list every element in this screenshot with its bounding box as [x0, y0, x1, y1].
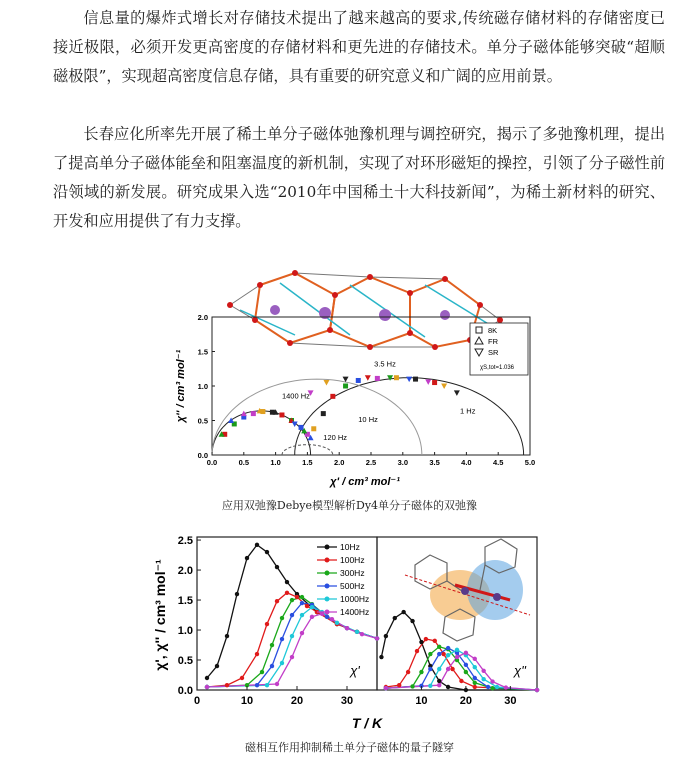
- data-point: [433, 639, 437, 643]
- data-point: [490, 679, 494, 683]
- data-point: [325, 615, 329, 619]
- data-point: [345, 626, 349, 630]
- data-point: [265, 622, 269, 626]
- data-point: [441, 652, 445, 656]
- data-point: [330, 394, 335, 399]
- y-axis-label: χ', χ'' / cm³ mol⁻¹: [152, 559, 168, 671]
- data-point: [473, 681, 477, 685]
- data-point: [255, 683, 259, 687]
- legend-marker: [325, 545, 330, 550]
- data-point: [406, 670, 410, 674]
- data-point: [355, 630, 359, 634]
- data-point: [384, 634, 388, 638]
- data-point: [323, 380, 329, 386]
- data-point: [270, 664, 274, 668]
- data-point: [375, 376, 380, 381]
- data-point: [459, 679, 463, 683]
- legend-marker: [325, 584, 330, 589]
- molecule-structure-illustration: [227, 270, 503, 350]
- data-point: [446, 646, 450, 650]
- figure-2-ac-susceptibility-plot: [152, 525, 545, 735]
- figure-1-caption: 应用双弛豫Debye模型解析Dy4单分子磁体的双弛豫: [221, 499, 478, 512]
- legend-entry: 10Hz: [340, 542, 360, 552]
- data-point: [311, 426, 316, 431]
- data-point: [255, 543, 259, 547]
- data-point: [413, 377, 418, 382]
- data-point: [235, 592, 239, 596]
- data-point: [251, 411, 256, 416]
- legend-entry: 8K: [488, 326, 498, 335]
- data-point: [280, 661, 284, 665]
- x-tick-label: 3.0: [397, 458, 409, 467]
- x-tick-label: 20: [459, 695, 473, 707]
- data-point: [415, 649, 419, 653]
- data-point: [375, 636, 379, 640]
- x-tick-label: 2.0: [333, 458, 345, 467]
- data-point: [464, 663, 468, 667]
- data-point: [425, 379, 431, 385]
- data-point: [300, 613, 304, 617]
- data-point: [265, 550, 269, 554]
- data-point: [490, 686, 494, 690]
- x-tick-label: 1.0: [270, 458, 281, 467]
- data-point: [428, 652, 432, 656]
- data-point: [300, 601, 304, 605]
- data-point: [240, 676, 244, 680]
- data-point: [270, 643, 274, 647]
- panel-label-chi-prime: χ': [350, 663, 360, 678]
- molecule-inset-illustration: [405, 539, 530, 641]
- data-point: [455, 655, 459, 659]
- legend: [317, 542, 369, 617]
- x-tick-label: 10: [240, 695, 254, 707]
- data-point: [290, 613, 294, 617]
- data-point: [255, 652, 259, 656]
- x-tick-label: 0.0: [206, 458, 218, 467]
- data-point: [205, 685, 209, 689]
- data-point: [300, 631, 304, 635]
- legend-marker: [325, 558, 330, 563]
- data-point: [290, 655, 294, 659]
- legend-entry: 100Hz: [340, 555, 365, 565]
- data-point: [446, 667, 450, 671]
- data-point: [406, 377, 412, 383]
- x-axis-label: χ' / cm³ mol⁻¹: [330, 476, 400, 488]
- data-point: [535, 688, 539, 692]
- legend-marker: [325, 610, 330, 615]
- data-point: [455, 648, 459, 652]
- data-point: [394, 375, 399, 380]
- y-tick-label: 2.5: [177, 535, 193, 548]
- x-tick-label: 0: [193, 695, 201, 707]
- x-tick-label: 4.0: [461, 458, 472, 467]
- data-point: [401, 610, 405, 614]
- data-point: [343, 384, 348, 389]
- data-point: [473, 685, 477, 689]
- data-point: [280, 616, 284, 620]
- data-point: [275, 599, 279, 603]
- y-tick-label: 1.5: [177, 595, 193, 608]
- data-point: [481, 669, 485, 673]
- data-point: [290, 634, 294, 638]
- data-point: [275, 565, 279, 569]
- legend-entry: 500Hz: [340, 581, 365, 591]
- data-point: [360, 632, 364, 636]
- data-point: [205, 676, 209, 680]
- data-point: [260, 670, 264, 674]
- data-point: [504, 685, 508, 689]
- legend-entry: SR: [488, 348, 499, 357]
- data-point: [305, 604, 309, 608]
- data-point: [450, 667, 454, 671]
- data-point: [446, 685, 450, 689]
- data-point: [464, 651, 468, 655]
- annotation: 3.5 Hz: [374, 359, 396, 369]
- data-point: [432, 380, 437, 385]
- legend: [470, 323, 528, 375]
- data-point: [330, 617, 334, 621]
- x-tick-label: 4.5: [492, 458, 504, 467]
- data-point: [265, 683, 269, 687]
- data-point: [279, 412, 284, 417]
- data-point: [280, 637, 284, 641]
- y-tick-label: 1.5: [197, 347, 208, 357]
- annotation: 1 Hz: [460, 406, 476, 416]
- data-point: [321, 411, 326, 416]
- data-point: [310, 605, 314, 609]
- data-point: [285, 591, 289, 595]
- annotation: 10 Hz: [358, 414, 378, 424]
- data-point: [424, 637, 428, 641]
- data-point: [419, 670, 423, 674]
- data-point: [419, 640, 423, 644]
- data-point: [300, 595, 304, 599]
- data-point: [215, 664, 219, 668]
- paragraph-1: 信息量的爆炸式增长对存储技术提出了越来越高的要求,传统磁存储材料的存储密度已接近极限，必须开发更高密度的存储材料和更先进的存储技术。单分子磁体能够突破“超顺磁极限”，实现超高密度信息存储，具有重要的研究意义和广阔的应用前景。: [53, 9, 665, 85]
- paragraph-2: 长春应化所率先开展了稀土单分子磁体弛豫机理与调控研究，揭示了多弛豫机理，提出了提高单分子磁体能垒和阻塞温度的新机制，实现了对环形磁矩的操控，引领了分子磁性前沿领域的新发展。研究成果入选“2010年中国稀土十大科技新闻”，为稀土新材料的研究、开发和应用提供了有力支撑。: [53, 125, 665, 230]
- x-tick-label: 20: [290, 695, 304, 707]
- legend-marker: [325, 597, 330, 602]
- data-point: [473, 676, 477, 680]
- y-tick-label: 2.0: [197, 313, 208, 322]
- data-point: [295, 595, 299, 599]
- legend-marker: [325, 571, 330, 576]
- legend-entry: 300Hz: [340, 568, 365, 578]
- data-point: [437, 645, 441, 649]
- data-point: [387, 375, 393, 381]
- y-tick-label: 1.0: [177, 625, 193, 638]
- fit-curve: [295, 378, 524, 455]
- x-tick-label: 0.5: [238, 458, 250, 467]
- data-point: [384, 686, 388, 690]
- data-point: [335, 621, 339, 625]
- data-point: [428, 667, 432, 671]
- legend-entry: 1000Hz: [340, 594, 370, 604]
- x-tick-label: 2.5: [365, 458, 377, 467]
- data-point: [441, 384, 447, 390]
- x-tick-label: 10: [415, 695, 428, 707]
- data-point: [481, 677, 485, 681]
- data-point: [275, 682, 279, 686]
- data-point: [290, 598, 294, 602]
- data-point: [473, 665, 477, 669]
- data-point: [437, 652, 441, 656]
- y-tick-label: 0.5: [197, 416, 208, 426]
- data-point: [245, 556, 249, 560]
- data-point: [356, 378, 361, 383]
- y-tick-label: 0.5: [177, 655, 193, 668]
- data-point: [437, 683, 441, 687]
- x-tick-label: 30: [340, 695, 354, 707]
- data-point: [495, 685, 499, 689]
- data-point: [410, 684, 414, 688]
- legend-entry: FR: [488, 337, 498, 346]
- data-point: [437, 679, 441, 683]
- annotation: 120 Hz: [323, 432, 348, 442]
- x-tick-label: 30: [504, 695, 517, 707]
- data-point: [464, 670, 468, 674]
- data-point: [365, 375, 371, 381]
- data-point: [446, 653, 450, 657]
- data-point: [428, 684, 432, 688]
- data-point: [486, 685, 490, 689]
- figure-2-caption: 磁相互作用抑制稀土单分子磁体的量子隧穿: [245, 741, 454, 754]
- data-point: [454, 390, 460, 396]
- y-tick-label: 1.0: [197, 382, 208, 391]
- legend-entry: 1400Hz: [340, 607, 370, 617]
- data-point: [225, 683, 229, 687]
- data-point: [379, 655, 383, 659]
- panel-label-chi-double-prime: χ'': [513, 663, 527, 678]
- annotation: 1400 Hz: [281, 391, 310, 401]
- data-point: [225, 634, 229, 638]
- x-tick-label: 1.5: [302, 458, 313, 467]
- y-tick-label: 0.0: [177, 685, 193, 697]
- data-point: [285, 580, 289, 584]
- data-point: [397, 683, 401, 687]
- x-tick-label: 5.0: [524, 458, 536, 467]
- y-axis-label: χ'' / cm³ mol⁻¹: [175, 349, 187, 423]
- x-tick-label: 3.5: [429, 458, 440, 467]
- data-point: [393, 616, 397, 620]
- legend-extra: χS,tot=1.036: [480, 365, 515, 371]
- data-point: [410, 619, 414, 623]
- x-axis-label: T / K: [351, 715, 383, 731]
- data-point: [299, 425, 304, 430]
- data-point: [473, 657, 477, 661]
- data-point: [437, 667, 441, 671]
- y-tick-label: 0.0: [197, 451, 208, 460]
- y-tick-label: 2.0: [177, 565, 193, 578]
- figure-1-cole-cole-plot: [170, 265, 535, 490]
- data-point: [310, 615, 314, 619]
